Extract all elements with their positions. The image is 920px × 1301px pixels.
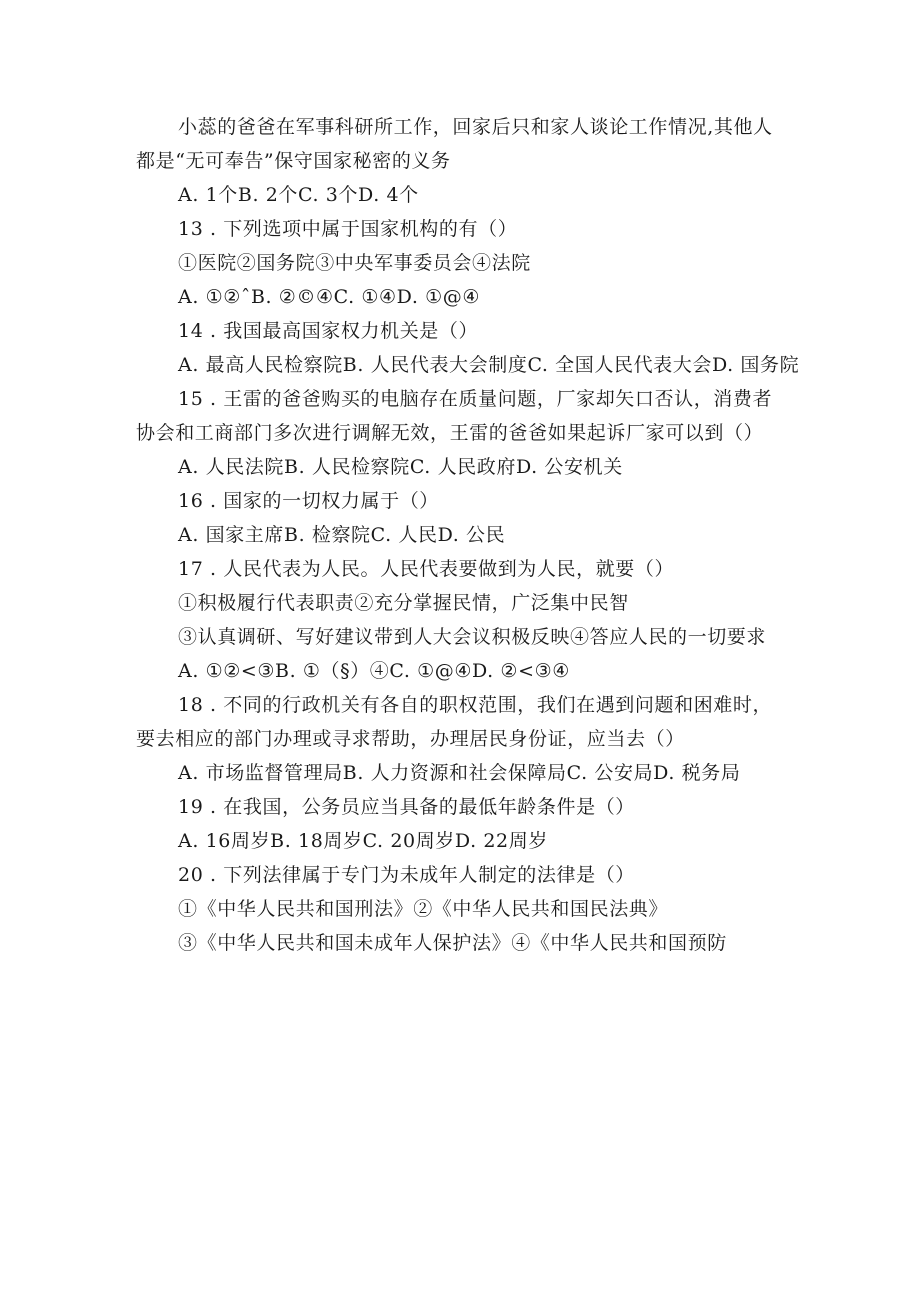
question-18-options: A. 市场监督管理局B. 人力资源和社会保障局C. 公安局D. 税务局 (178, 762, 741, 784)
question-13-items: ①医院②国务院③中央军事委员会④法院 (178, 252, 531, 274)
question-text-block (136, 110, 800, 960)
question-13: 13 . 下列选项中属于国家机构的有（） (178, 218, 518, 240)
question-15: 15 . 王雷的爸爸购买的电脑存在质量问题，厂家却矢口否认，消费者 (178, 388, 773, 410)
question-17-options: A. ①②<③B. ①（§）④C. ①@④D. ②<③④ (178, 660, 570, 682)
question-14: 14 . 我国最高国家权力机关是（） (178, 320, 479, 342)
text-line: 都是“无可奉告”保守国家秘密的义务 (136, 150, 451, 172)
question-19: 19 . 在我国，公务员应当具备的最低年龄条件是（） (178, 796, 635, 818)
question-17: 17 . 人民代表为人民。人民代表要做到为人民，就要（） (178, 558, 675, 580)
text-line: 小蕊的爸爸在军事科研所工作，回家后只和家人谈论工作情况,其他人 (178, 116, 773, 138)
question-15-options: A. 人民法院B. 人民检察院C. 人民政府D. 公安机关 (178, 456, 623, 478)
question-17-items: ③认真调研、写好建议带到人大会议积极反映④答应人民的一切要求 (178, 626, 767, 648)
question-16-options: A. 国家主席B. 检察院C. 人民D. 公民 (178, 524, 506, 546)
question-19-options: A. 16周岁B. 18周岁C. 20周岁D. 22周岁 (178, 830, 548, 852)
question-17-items: ①积极履行代表职责②充分掌握民情，广泛集中民智 (178, 592, 629, 614)
question-20: 20 . 下列法律属于专门为未成年人制定的法律是（） (178, 864, 635, 886)
answer-options: A. 1个B. 2个C. 3个D. 4个 (178, 184, 419, 206)
question-18: 18 . 不同的行政机关有各自的职权范围，我们在遇到问题和困难时， (178, 694, 773, 716)
question-20-items: ③《中华人民共和国未成年人保护法》④《中华人民共和国预防 (178, 932, 727, 954)
question-13-options: A. ①②ˆB. ②©④C. ①④D. ①@④ (178, 286, 480, 308)
question-18-continued: 要去相应的部门办理或寻求帮助，办理居民身份证，应当去（） (136, 728, 685, 750)
question-14-options: A. 最高人民检察院B. 人民代表大会制度C. 全国人民代表大会D. 国务院 (178, 354, 800, 376)
question-15-continued: 协会和工商部门多次进行调解无效，王雷的爸爸如果起诉厂家可以到（） (136, 422, 764, 444)
question-16: 16 . 国家的一切权力属于（） (178, 490, 439, 512)
question-20-items: ①《中华人民共和国刑法》②《中华人民共和国民法典》 (178, 898, 669, 920)
